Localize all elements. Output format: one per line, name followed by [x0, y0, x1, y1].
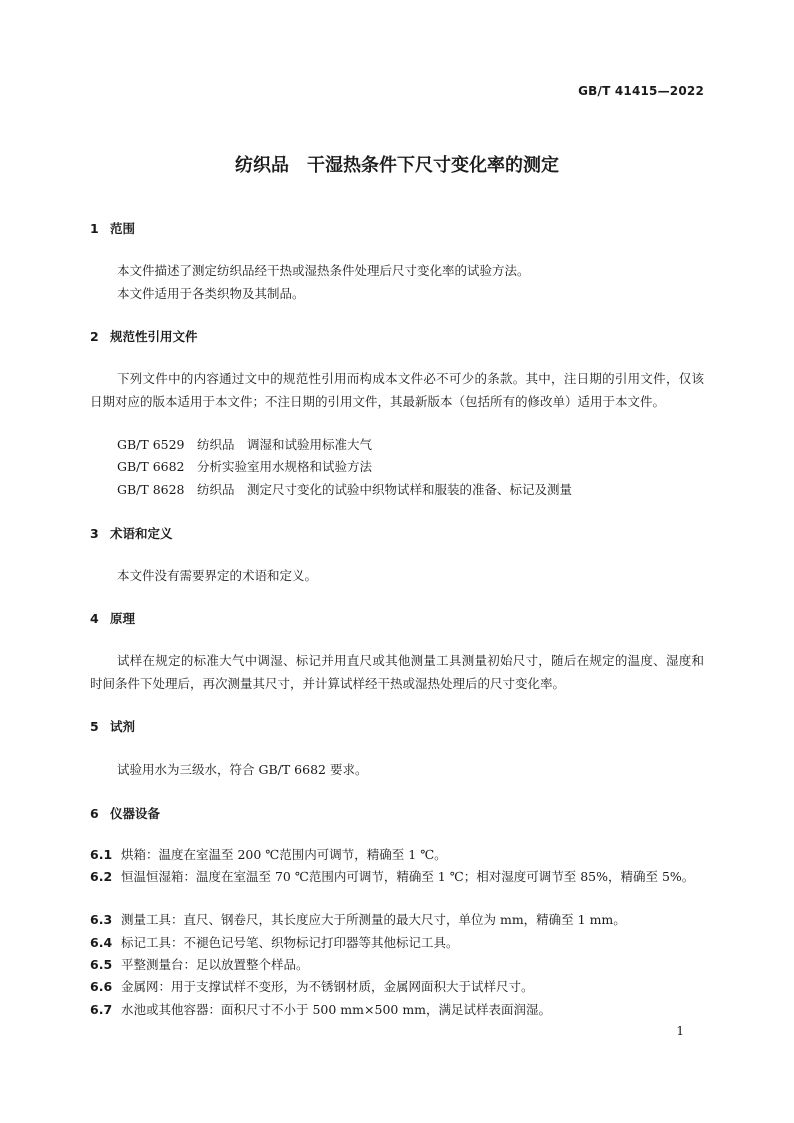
section-5-heading — [90, 718, 135, 736]
equipment-item — [90, 932, 704, 955]
section-title: 术语和定义 — [110, 526, 173, 541]
section-title: 范围 — [110, 221, 136, 236]
section-number: 4 — [90, 611, 99, 626]
equipment-item — [90, 999, 704, 1022]
reference-item: GB/T 8628 纺织品 测定尺寸变化的试验中织物试样和服装的准备、标记及测量 — [117, 482, 573, 497]
paragraph: 本文件适用于各类织物及其制品。 — [117, 286, 305, 301]
section-number: 3 — [90, 526, 99, 541]
equipment-item — [90, 976, 704, 999]
section-title: 仪器设备 — [110, 806, 161, 821]
section-title: 试剂 — [110, 719, 136, 734]
document-title: 纺织品 干湿热条件下尺寸变化率的测定 — [235, 155, 559, 176]
item-text: 标记工具：不褪色记号笔、织物标记打印器等其他标记工具。 — [121, 935, 459, 950]
equipment-item — [90, 909, 704, 932]
item-text: 水池或其他容器：面积尺寸不小于 500 mm×500 mm，满足试样表面润湿。 — [121, 1002, 552, 1017]
section-2-heading — [90, 328, 198, 346]
reference-item: GB/T 6529 纺织品 调湿和试验用标准大气 — [117, 437, 373, 452]
section-title: 规范性引用文件 — [110, 329, 198, 344]
equipment-item — [90, 954, 704, 977]
item-text: 测量工具：直尺、钢卷尺，其长度应大于所测量的最大尺寸，单位为 mm，精确至 1 mm。 — [121, 912, 626, 927]
paragraph: 试验用水为三级水，符合 GB/T 6682 要求。 — [117, 762, 368, 777]
item-text: 金属网：用于支撑试样不变形，为不锈钢材质，金属网面积大于试样尺寸。 — [121, 979, 534, 994]
section-title: 原理 — [110, 611, 136, 626]
item-text: 烘箱：温度在室温至 200 ℃范围内可调节，精确至 1 ℃。 — [121, 847, 447, 862]
paragraph: 本文件描述了测定纺织品经干热或湿热条件处理后尺寸变化率的试验方法。 — [117, 263, 530, 278]
section-6-heading — [90, 805, 160, 823]
page-number: 1 — [676, 1024, 684, 1038]
item-text: 平整测量台：足以放置整个样品。 — [121, 957, 309, 972]
section-number: 1 — [90, 221, 99, 236]
equipment-item — [90, 866, 704, 889]
item-number: 6.5 — [90, 957, 113, 972]
item-number: 6.3 — [90, 912, 113, 927]
section-number: 5 — [90, 719, 99, 734]
item-number: 6.1 — [90, 847, 113, 862]
equipment-item — [90, 844, 704, 867]
item-number: 6.4 — [90, 935, 113, 950]
standard-code: GB/T 41415—2022 — [578, 84, 704, 98]
item-number: 6.6 — [90, 979, 113, 994]
item-text: 恒温恒湿箱：温度在室温至 70 ℃范围内可调节，精确至 1 ℃；相对湿度可调节至 85%，精确至 5%。 — [121, 869, 695, 884]
section-3-heading — [90, 525, 173, 543]
section-1-heading — [90, 220, 135, 238]
item-number: 6.7 — [90, 1002, 113, 1017]
paragraph: 试样在规定的标准大气中调湿、标记并用直尺或其他测量工具测量初始尺寸，随后在规定的温度、湿度和时间条件下处理后，再次测量其尺寸，并计算试样经干热或湿热处理后的尺寸变化率。 — [90, 653, 704, 691]
section-4-heading — [90, 610, 135, 628]
paragraph: 本文件没有需要界定的术语和定义。 — [117, 568, 318, 583]
reference-item: GB/T 6682 分析实验室用水规格和试验方法 — [117, 459, 373, 474]
paragraph: 下列文件中的内容通过文中的规范性引用而构成本文件必不可少的条款。其中，注日期的引用文件，仅该日期对应的版本适用于本文件；不注日期的引用文件，其最新版本（包括所有的修改单）适用于本文件。 — [90, 371, 704, 409]
item-number: 6.2 — [90, 869, 113, 884]
section-number: 6 — [90, 806, 99, 821]
section-number: 2 — [90, 329, 99, 344]
